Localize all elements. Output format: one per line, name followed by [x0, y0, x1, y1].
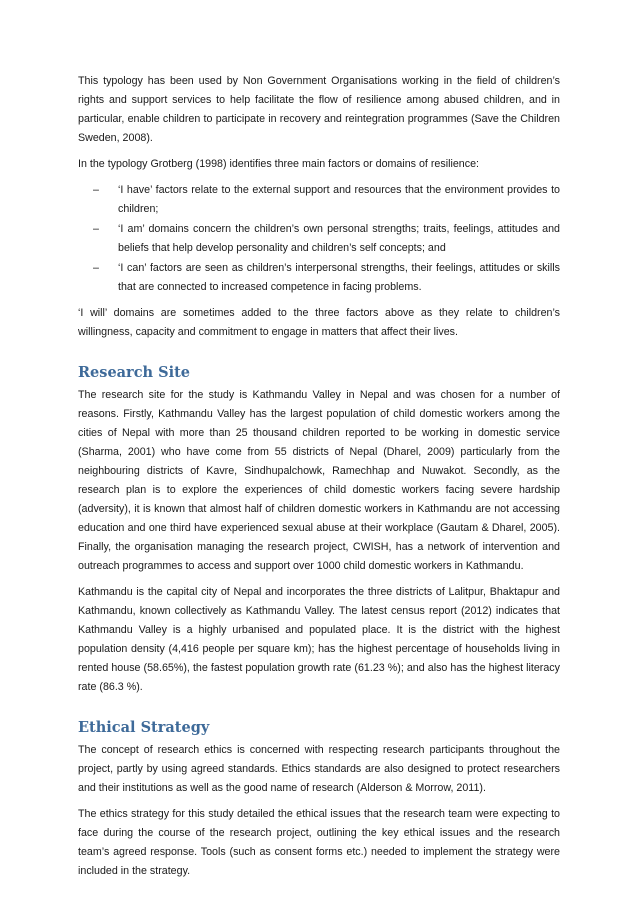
ethical-strategy-paragraph-1: The concept of research ethics is concerned with respecting research participants throughout the project, partly by using agreed standards. Ethics standards are also designed to protect researchers and their institutions as well as the good name of research (Alderson & Morrow, 2011). — [78, 744, 560, 794]
bullet-dash: – — [93, 262, 99, 274]
resilience-factors-list — [78, 181, 560, 297]
list-item-text: ‘I can’ factors are seen as children’s interpersonal strengths, their feelings, attitudes or skills that are connected to increased competence in facing problems. — [118, 262, 560, 293]
section-heading-ethical-strategy: Ethical Strategy — [78, 719, 210, 736]
intro-paragraph-grotberg: In the typology Grotberg (1998) identifies three main factors or domains of resilience: — [78, 158, 479, 170]
list-item — [93, 181, 560, 219]
bullet-dash: – — [93, 223, 99, 235]
intro-paragraph-i-will: ‘I will’ domains are sometimes added to the three factors above as they relate to children’s willingness, capacity and commitment to engage in matters that affect their lives. — [78, 307, 560, 338]
list-item — [93, 220, 560, 258]
research-site-paragraph-2: Kathmandu is the capital city of Nepal and incorporates the three districts of Lalitpur, Bhaktapur and Kathmandu, known collectively as Kathmandu Valley. The latest census report (2012) indicates that Kathmandu Valley is a highly urbanised and populated place. It is the district with the highest population density (4,416 people per square km); has the highest percentage of households living in rented house (58.65%), the fastest population growth rate (61.23 %); and also has the highest literacy rate (86.3 %). — [78, 586, 560, 693]
bullet-dash: – — [93, 184, 99, 196]
list-item-text: ‘I am’ domains concern the children’s own personal strengths; traits, feelings, attitudes and beliefs that help develop personality and children’s self concepts; and — [118, 223, 560, 254]
research-site-paragraph-1: The research site for the study is Kathmandu Valley in Nepal and was chosen for a number of reasons. Firstly, Kathmandu Valley has the largest population of child domestic workers among the cities of Nepal with more than 25 thousand children reported to be working in domestic service (Sharma, 2001) who have come from 55 districts of Nepal (Dharel, 2009) particularly from the neighbouring districts of Kavre, Sindhupalchowk, Ramechhap and Nuwakot. Secondly, as the research plan is to explore the experiences of child domestic workers facing severe hardship (adversity), it is known that almost half of children domestic workers in Kathmandu are not accessing education and one third have experienced sexual abuse at their workplace (Gautam & Dharel, 2005). Finally, the organisation managing the research project, CWISH, has a network of intervention and outreach programmes to access and support over 1000 child domestic workers in Kathmandu. — [78, 389, 560, 572]
section-heading-research-site: Research Site — [78, 364, 191, 381]
intro-paragraph-typology: This typology has been used by Non Government Organisations working in the field of children’s rights and support services to help facilitate the flow of resilience among abused children, and in particular, enable children to participate in recovery and reintegration programmes (Save the Children Sweden, 2008). — [78, 75, 560, 144]
list-item-text: ‘I have’ factors relate to the external support and resources that the environment provides to children; — [118, 184, 560, 215]
list-item — [93, 259, 560, 297]
ethical-strategy-paragraph-2: The ethics strategy for this study detailed the ethical issues that the research team were expecting to face during the course of the research project, outlining the key ethical issues and the research team’s agreed response. Tools (such as consent forms etc.) needed to implement the strategy were included in the strategy. — [78, 808, 560, 877]
